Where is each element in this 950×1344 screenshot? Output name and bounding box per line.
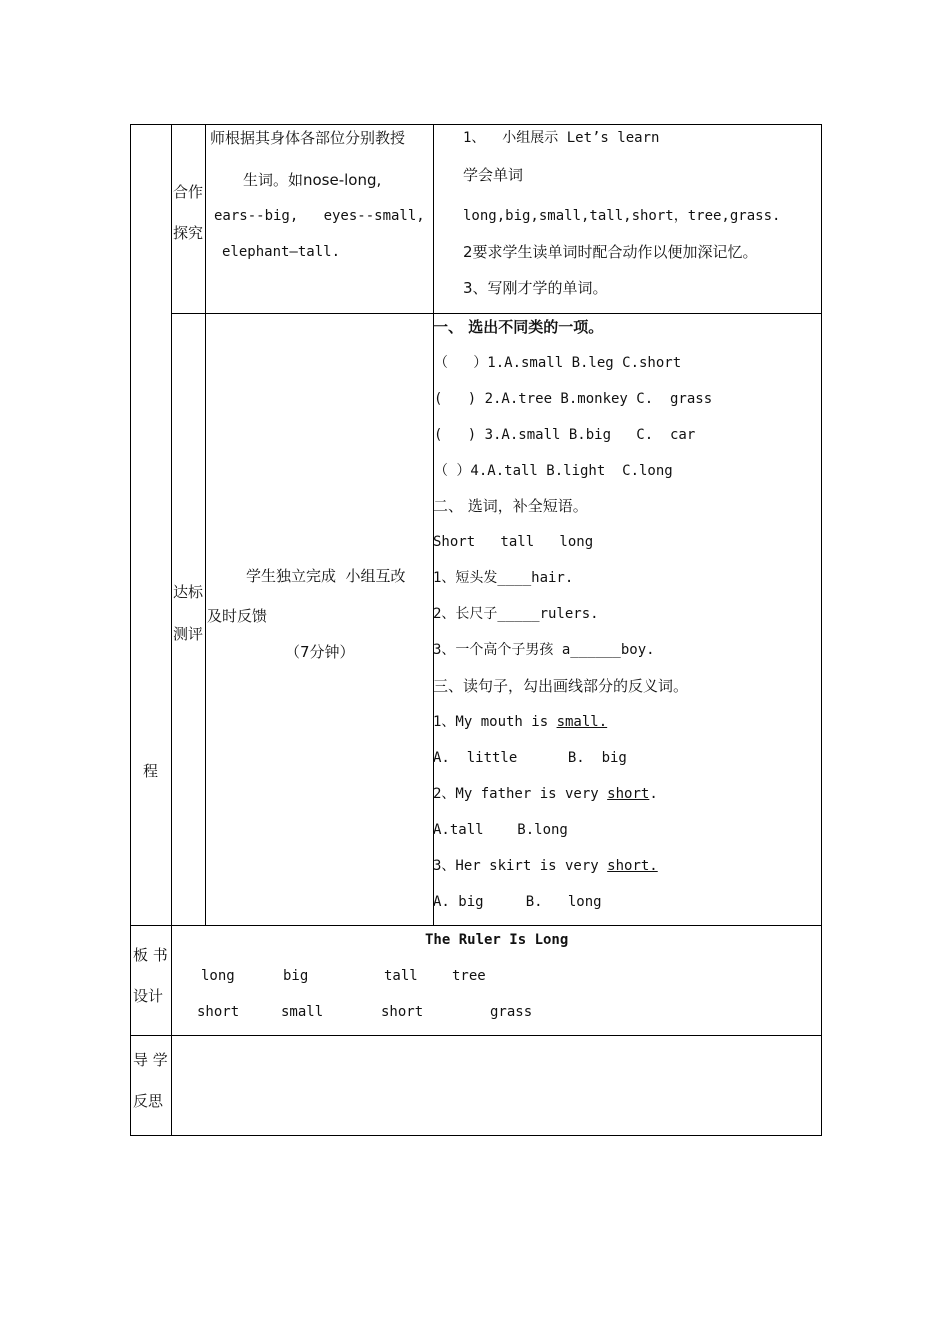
part1-item-4: （ ）4.A.tall B.light C.long: [434, 463, 673, 479]
table-border-top: [130, 124, 822, 125]
part1-item-1: （ ）1.A.small B.leg C.short: [434, 355, 682, 371]
q3-text: 3、Her skirt is very: [433, 858, 608, 874]
part3-question-1: [433, 713, 607, 731]
reflect-label-1: 导 学: [133, 1051, 168, 1069]
part1-title: 一、 选出不同类的一项。: [433, 318, 604, 336]
q2-suffix: .: [649, 786, 658, 802]
part3-question-3: [433, 857, 658, 875]
board-word-tree: tree: [452, 968, 486, 984]
q1-text: 1、My mouth is: [433, 714, 557, 730]
board-label-2: 设计: [133, 987, 164, 1005]
board-label-1: 板 书: [133, 946, 168, 964]
part3-question-2: [433, 785, 658, 803]
part2-item-3: 3、一个高个子男孩 a______boy.: [433, 642, 655, 658]
assess-teacher-line-1: 学生独立完成 小组互改: [246, 567, 406, 585]
board-word-tall: tall: [384, 968, 418, 984]
coop-teacher-line-3: ears--big, eyes--small,: [214, 208, 425, 224]
assess-teacher-line-2: 及时反馈: [207, 607, 268, 625]
coop-teacher-line-2: 生词。如nose-long,: [243, 171, 382, 189]
coop-student-line-1: 1、 小组展示 Let’s learn: [463, 130, 660, 146]
coop-student-line-2: 学会单词: [463, 166, 524, 184]
part2-words: Short tall long: [433, 534, 594, 550]
board-word-small: small: [281, 1004, 324, 1020]
row-divider-2: [130, 925, 822, 926]
table-border-bottom: [130, 1135, 822, 1136]
col-divider-2: [205, 124, 206, 925]
part2-item-2: 2、长尺子_____rulers.: [433, 606, 599, 622]
process-label: 程: [143, 762, 159, 780]
q2-text: 2、My father is very: [433, 786, 608, 802]
coop-student-line-5: 3、写刚才学的单词。: [463, 279, 608, 297]
coop-label-2: 探究: [173, 224, 204, 242]
part1-item-2: ( ) 2.A.tree B.monkey C. grass: [434, 391, 713, 407]
table-border-right: [821, 124, 822, 1136]
board-word-big: big: [283, 968, 309, 984]
row-divider-3: [130, 1035, 822, 1036]
part2-item-1: 1、短头发____hair.: [433, 570, 574, 586]
part3-options-2: A.tall B.long: [433, 822, 568, 838]
coop-teacher-line-4: elephant—tall.: [222, 244, 341, 260]
coop-label-1: 合作: [173, 183, 204, 201]
coop-student-line-3: long,big,small,tall,short，tree,grass.: [463, 208, 781, 224]
table-border-left: [130, 124, 131, 1136]
coop-student-line-4: 2要求学生读单词时配合动作以便加深记忆。: [463, 243, 758, 261]
col-divider-3: [433, 124, 434, 925]
part1-item-3: ( ) 3.A.small B.big C. car: [434, 427, 696, 443]
board-title: The Ruler Is Long: [425, 932, 569, 948]
part3-options-1: A. little B. big: [433, 750, 627, 766]
coop-teacher-line-1: 师根据其身体各部位分别教授: [210, 129, 406, 147]
board-word-grass: grass: [490, 1004, 533, 1020]
assess-label-2: 测评: [173, 625, 204, 643]
q3-underlined: short.: [607, 858, 658, 874]
board-word-short-1: short: [197, 1004, 240, 1020]
part3-title: 三、读句子，勾出画线部分的反义词。: [433, 677, 689, 695]
assess-label-1: 达标: [173, 583, 204, 601]
part2-title: 二、 选词，补全短语。: [433, 497, 588, 515]
reflect-label-2: 反思: [133, 1092, 164, 1110]
row-divider-1: [171, 313, 822, 314]
col-divider-1: [171, 124, 172, 1136]
part3-options-3: A. big B. long: [433, 894, 602, 910]
board-word-short-2: short: [381, 1004, 424, 1020]
board-word-long: long: [201, 968, 235, 984]
q2-underlined: short: [607, 786, 650, 802]
assess-teacher-line-3: （7分钟）: [285, 643, 355, 661]
q1-underlined: small.: [556, 714, 608, 730]
